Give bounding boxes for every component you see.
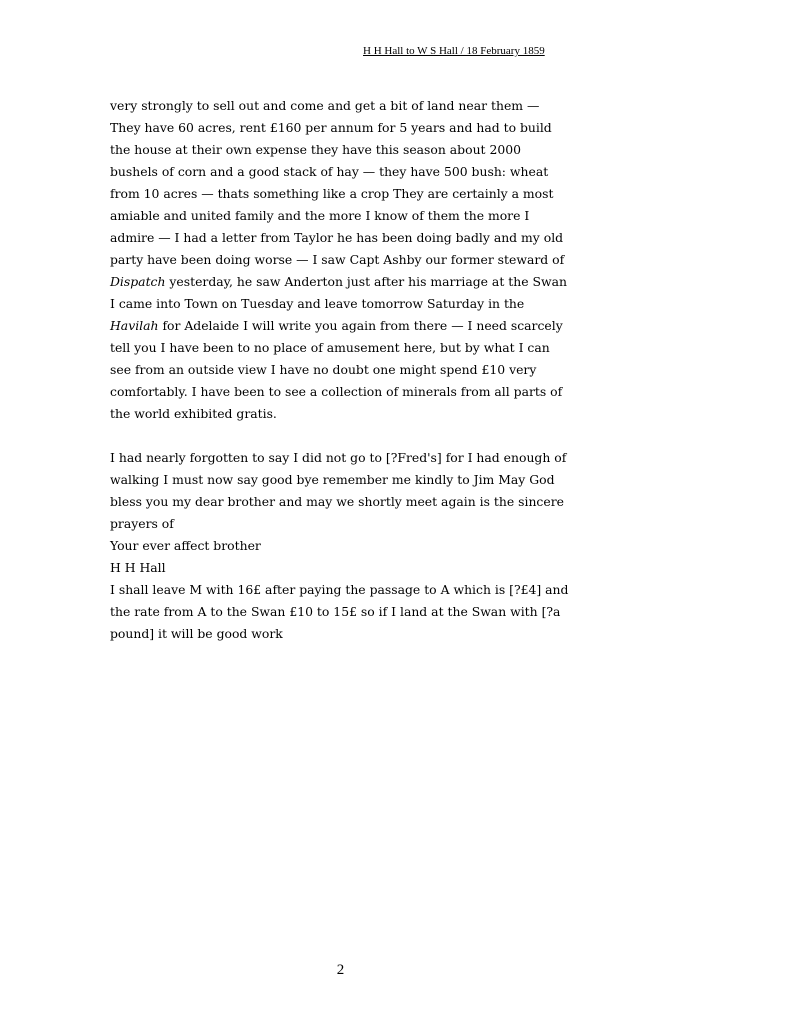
text-line: admire — I had a letter from Taylor he has been doing badly and my old <box>110 230 564 245</box>
paragraph-main <box>110 95 580 425</box>
postscript-line: pound] it will be good work <box>110 626 283 641</box>
text-line: tell you I have been to no place of amusement here, but by what I can <box>110 340 550 355</box>
paragraph-gap <box>110 425 580 447</box>
text-line: very strongly to sell out and come and get a bit of land near them — <box>110 98 540 113</box>
closing-salutation: Your ever affect brother <box>110 538 261 553</box>
postscript-line: the rate from A to the Swan £10 to 15£ so if I land at the Swan with [?a <box>110 604 561 619</box>
text-line-rest: for Adelaide I will write you again from there — I need scarcely <box>158 318 563 333</box>
text-line: I came into Town on Tuesday and leave tomorrow Saturday in the <box>110 296 525 311</box>
text-line: party have been doing worse — I saw Capt Ashby our former steward of <box>110 252 565 267</box>
page-number: 2 <box>336 962 345 978</box>
running-header: H H Hall to W S Hall / 18 February 1859 <box>363 45 545 57</box>
text-line: I had nearly forgotten to say I did not go to [?Fred's] for I had enough of <box>110 450 567 465</box>
text-line: prayers of <box>110 516 174 531</box>
text-line-rest: yesterday, he saw Anderton just after his marriage at the Swan <box>165 274 567 289</box>
text-line <box>110 271 580 293</box>
text-line: comfortably. I have been to see a collection of minerals from all parts of <box>110 384 563 399</box>
paragraph-closing <box>110 447 580 645</box>
text-line: the house at their own expense they have this season about 2000 <box>110 142 521 157</box>
text-line: bless you my dear brother and may we shortly meet again is the sincere <box>110 494 564 509</box>
text-line: walking I must now say good bye remember me kindly to Jim May God <box>110 472 555 487</box>
text-line <box>110 315 580 337</box>
text-line: bushels of corn and a good stack of hay — they have 500 bush: wheat <box>110 164 549 179</box>
ship-name-dispatch: Dispatch <box>110 274 166 289</box>
text-line: amiable and united family and the more I know of them the more I <box>110 208 530 223</box>
text-line: from 10 acres — thats something like a crop They are certainly a most <box>110 186 554 201</box>
text-line: see from an outside view I have no doubt one might spend £10 very <box>110 362 537 377</box>
text-line: They have 60 acres, rent £160 per annum for 5 years and had to build <box>110 120 552 135</box>
text-line: the world exhibited gratis. <box>110 406 277 421</box>
ship-name-havilah: Havilah <box>110 318 159 333</box>
signature-name: H H Hall <box>110 560 166 575</box>
letter-body <box>110 95 580 645</box>
postscript-line: I shall leave M with 16£ after paying the passage to A which is [?£4] and <box>110 582 569 597</box>
